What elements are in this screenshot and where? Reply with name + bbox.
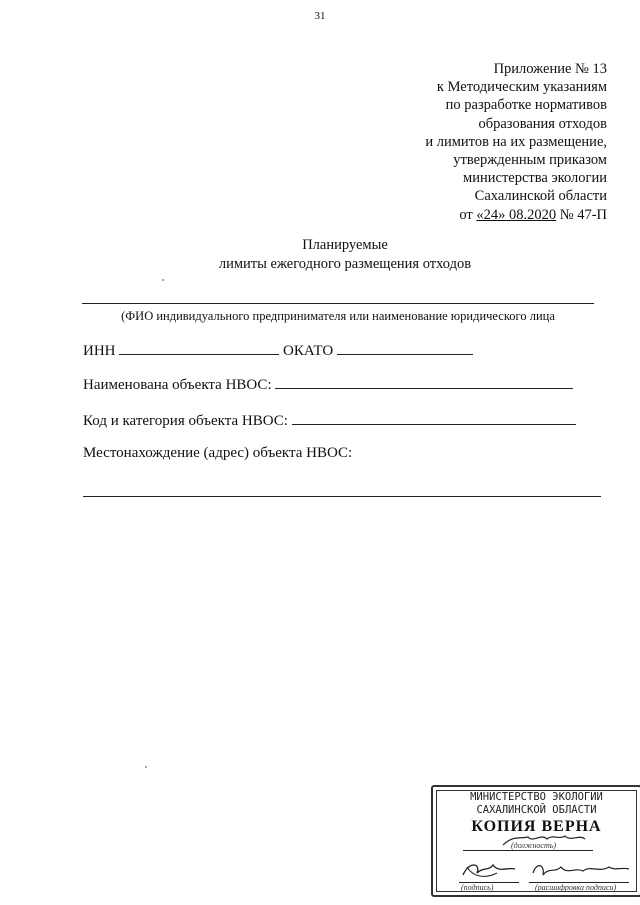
object-name-field[interactable] [275, 374, 573, 389]
code-label: Код и категория объекта НВОС: [83, 413, 288, 429]
signature-hint: (подпись) [461, 883, 494, 892]
document-title [0, 236, 640, 274]
title-line-2: лимиты ежегодного размещения отходов [218, 256, 472, 272]
position-hint: (должность) [511, 841, 557, 850]
stamp-region: САХАЛИНСКОЙ ОБЛАСТИ [476, 804, 597, 816]
appendix-line: Приложение № 13 [493, 61, 607, 77]
appendix-line: образования отходов [478, 115, 607, 132]
inn-field[interactable] [119, 340, 279, 355]
appendix-line: Сахалинской области [474, 188, 607, 205]
name-fill-line[interactable] [82, 303, 594, 304]
date-prefix: от [459, 206, 477, 223]
title-line-1: Планируемые [302, 237, 388, 253]
page-number: 31 [314, 10, 326, 22]
date-value: «24» 08.2020 [476, 206, 557, 223]
code-field[interactable] [292, 410, 576, 425]
stamp-copy-verified: КОПИЯ ВЕРНА [471, 818, 602, 835]
okato-label: ОКАТО [283, 343, 334, 359]
code-row [83, 410, 576, 430]
appendix-header [425, 60, 607, 224]
okato-field[interactable] [337, 340, 473, 355]
location-fill-line[interactable] [83, 496, 601, 497]
stamp-ministry: МИНИСТЕРСТВО ЭКОЛОГИИ [470, 791, 603, 803]
inn-label: ИНН [83, 343, 116, 359]
appendix-line: и лимитов на их размещение, [425, 133, 607, 150]
appendix-line: по разработке нормативов [445, 97, 607, 114]
appendix-date-line [425, 206, 607, 224]
name-hint: (ФИО индивидуального предпринимателя или наименование юридического лица [121, 309, 555, 323]
object-name-row [83, 374, 573, 394]
certified-copy-stamp [431, 785, 640, 897]
scan-speck [162, 279, 164, 281]
order-number: № 47-П [556, 206, 607, 223]
inn-okato-row [83, 340, 473, 360]
scan-speck [145, 766, 147, 768]
location-label: Местонахождение (адрес) объекта НВОС: [83, 445, 353, 461]
appendix-line: утвержденным приказом [453, 152, 607, 169]
object-name-label: Наименована объекта НВОС: [83, 377, 272, 393]
appendix-line: к Методическим указаниям [436, 79, 607, 96]
location-row [83, 445, 352, 462]
handwritten-signatures [433, 787, 640, 895]
decode-hint: (расшифровка подписи) [535, 883, 617, 892]
appendix-line: министерства экологии [463, 170, 607, 187]
